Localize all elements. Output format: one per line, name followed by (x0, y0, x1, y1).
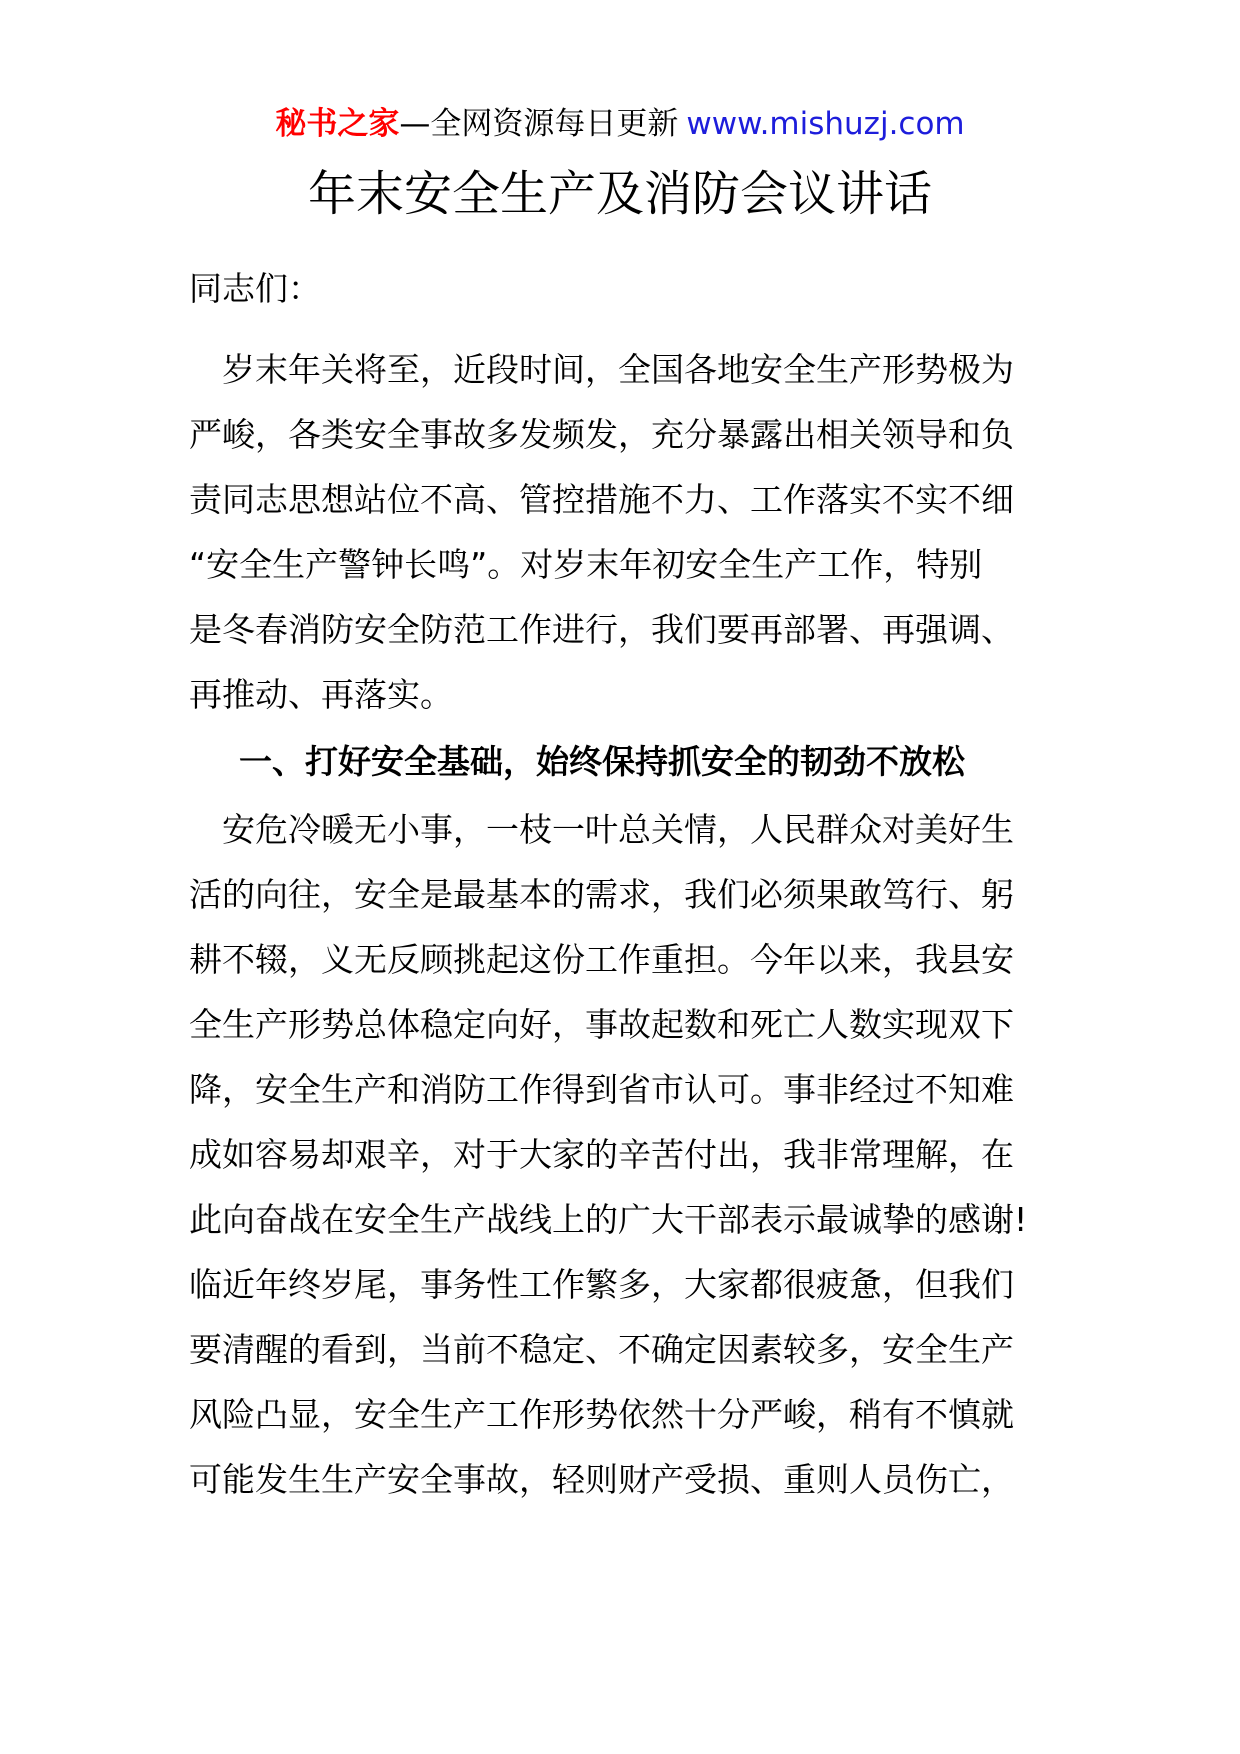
text-line: 临近年终岁尾，事务性工作繁多，大家都很疲惫，但我们 (189, 1265, 1014, 1304)
text-line: 可能发生生产安全事故，轻则财产受损、重则人员伤亡， (189, 1460, 1014, 1499)
site-url-link[interactable]: www.mishuzj.com (686, 106, 965, 142)
document-body (189, 256, 1059, 1512)
brand-name: 秘书之家 (275, 106, 400, 142)
text-line: 再推动、再落实。 (189, 675, 453, 714)
text-line: 要清醒的看到，当前不稳定、不确定因素较多，安全生产 (189, 1330, 1014, 1369)
text-line: 严峻，各类安全事故多发频发，充分暴露出相关领导和负 (189, 415, 1014, 454)
salutation: 同志们： (189, 269, 321, 308)
text-line: 风险凸显，安全生产工作形势依然十分严峻，稍有不慎就 (189, 1395, 1014, 1434)
text-line: 安危冷暖无小事，一枝一叶总关情，人民群众对美好生 (189, 810, 1014, 849)
text-line: 责同志思想站位不高、管控措施不力、工作落实不实不细 (189, 480, 1014, 519)
paragraph-1 (189, 337, 1059, 727)
text-line: 岁末年关将至，近段时间，全国各地安全生产形势极为 (189, 350, 1014, 389)
text-line: 活的向往，安全是最基本的需求，我们必须果敢笃行、躬 (189, 875, 1014, 914)
text-line: 降，安全生产和消防工作得到省市认可。事非经过不知难 (189, 1070, 1014, 1109)
text-line: “安全生产警钟长鸣”。对岁末年初安全生产工作，特别 (189, 545, 983, 584)
text-line: 耕不辍，义无反顾挑起这份工作重担。今年以来，我县安 (189, 940, 1014, 979)
banner-tagline: —全网资源每日更新 (399, 106, 679, 142)
text-line: 是冬春消防安全防范工作进行，我们要再部署、再强调、 (189, 610, 1014, 649)
text-line: 此向奋战在安全生产战线上的广大干部表示最诚挚的感谢! (189, 1200, 1028, 1239)
paragraph-2 (189, 797, 1059, 1512)
text-line: 成如容易却艰辛，对于大家的辛苦付出，我非常理解，在 (189, 1135, 1014, 1174)
text-line: 全生产形势总体稳定向好，事故起数和死亡人数实现双下 (189, 1005, 1014, 1044)
document-title: 年末安全生产及消防会议讲话 (307, 166, 932, 222)
site-banner (0, 104, 1240, 144)
section-heading-1: 一、打好安全基础，始终保持抓安全的韧劲不放松 (239, 742, 965, 781)
